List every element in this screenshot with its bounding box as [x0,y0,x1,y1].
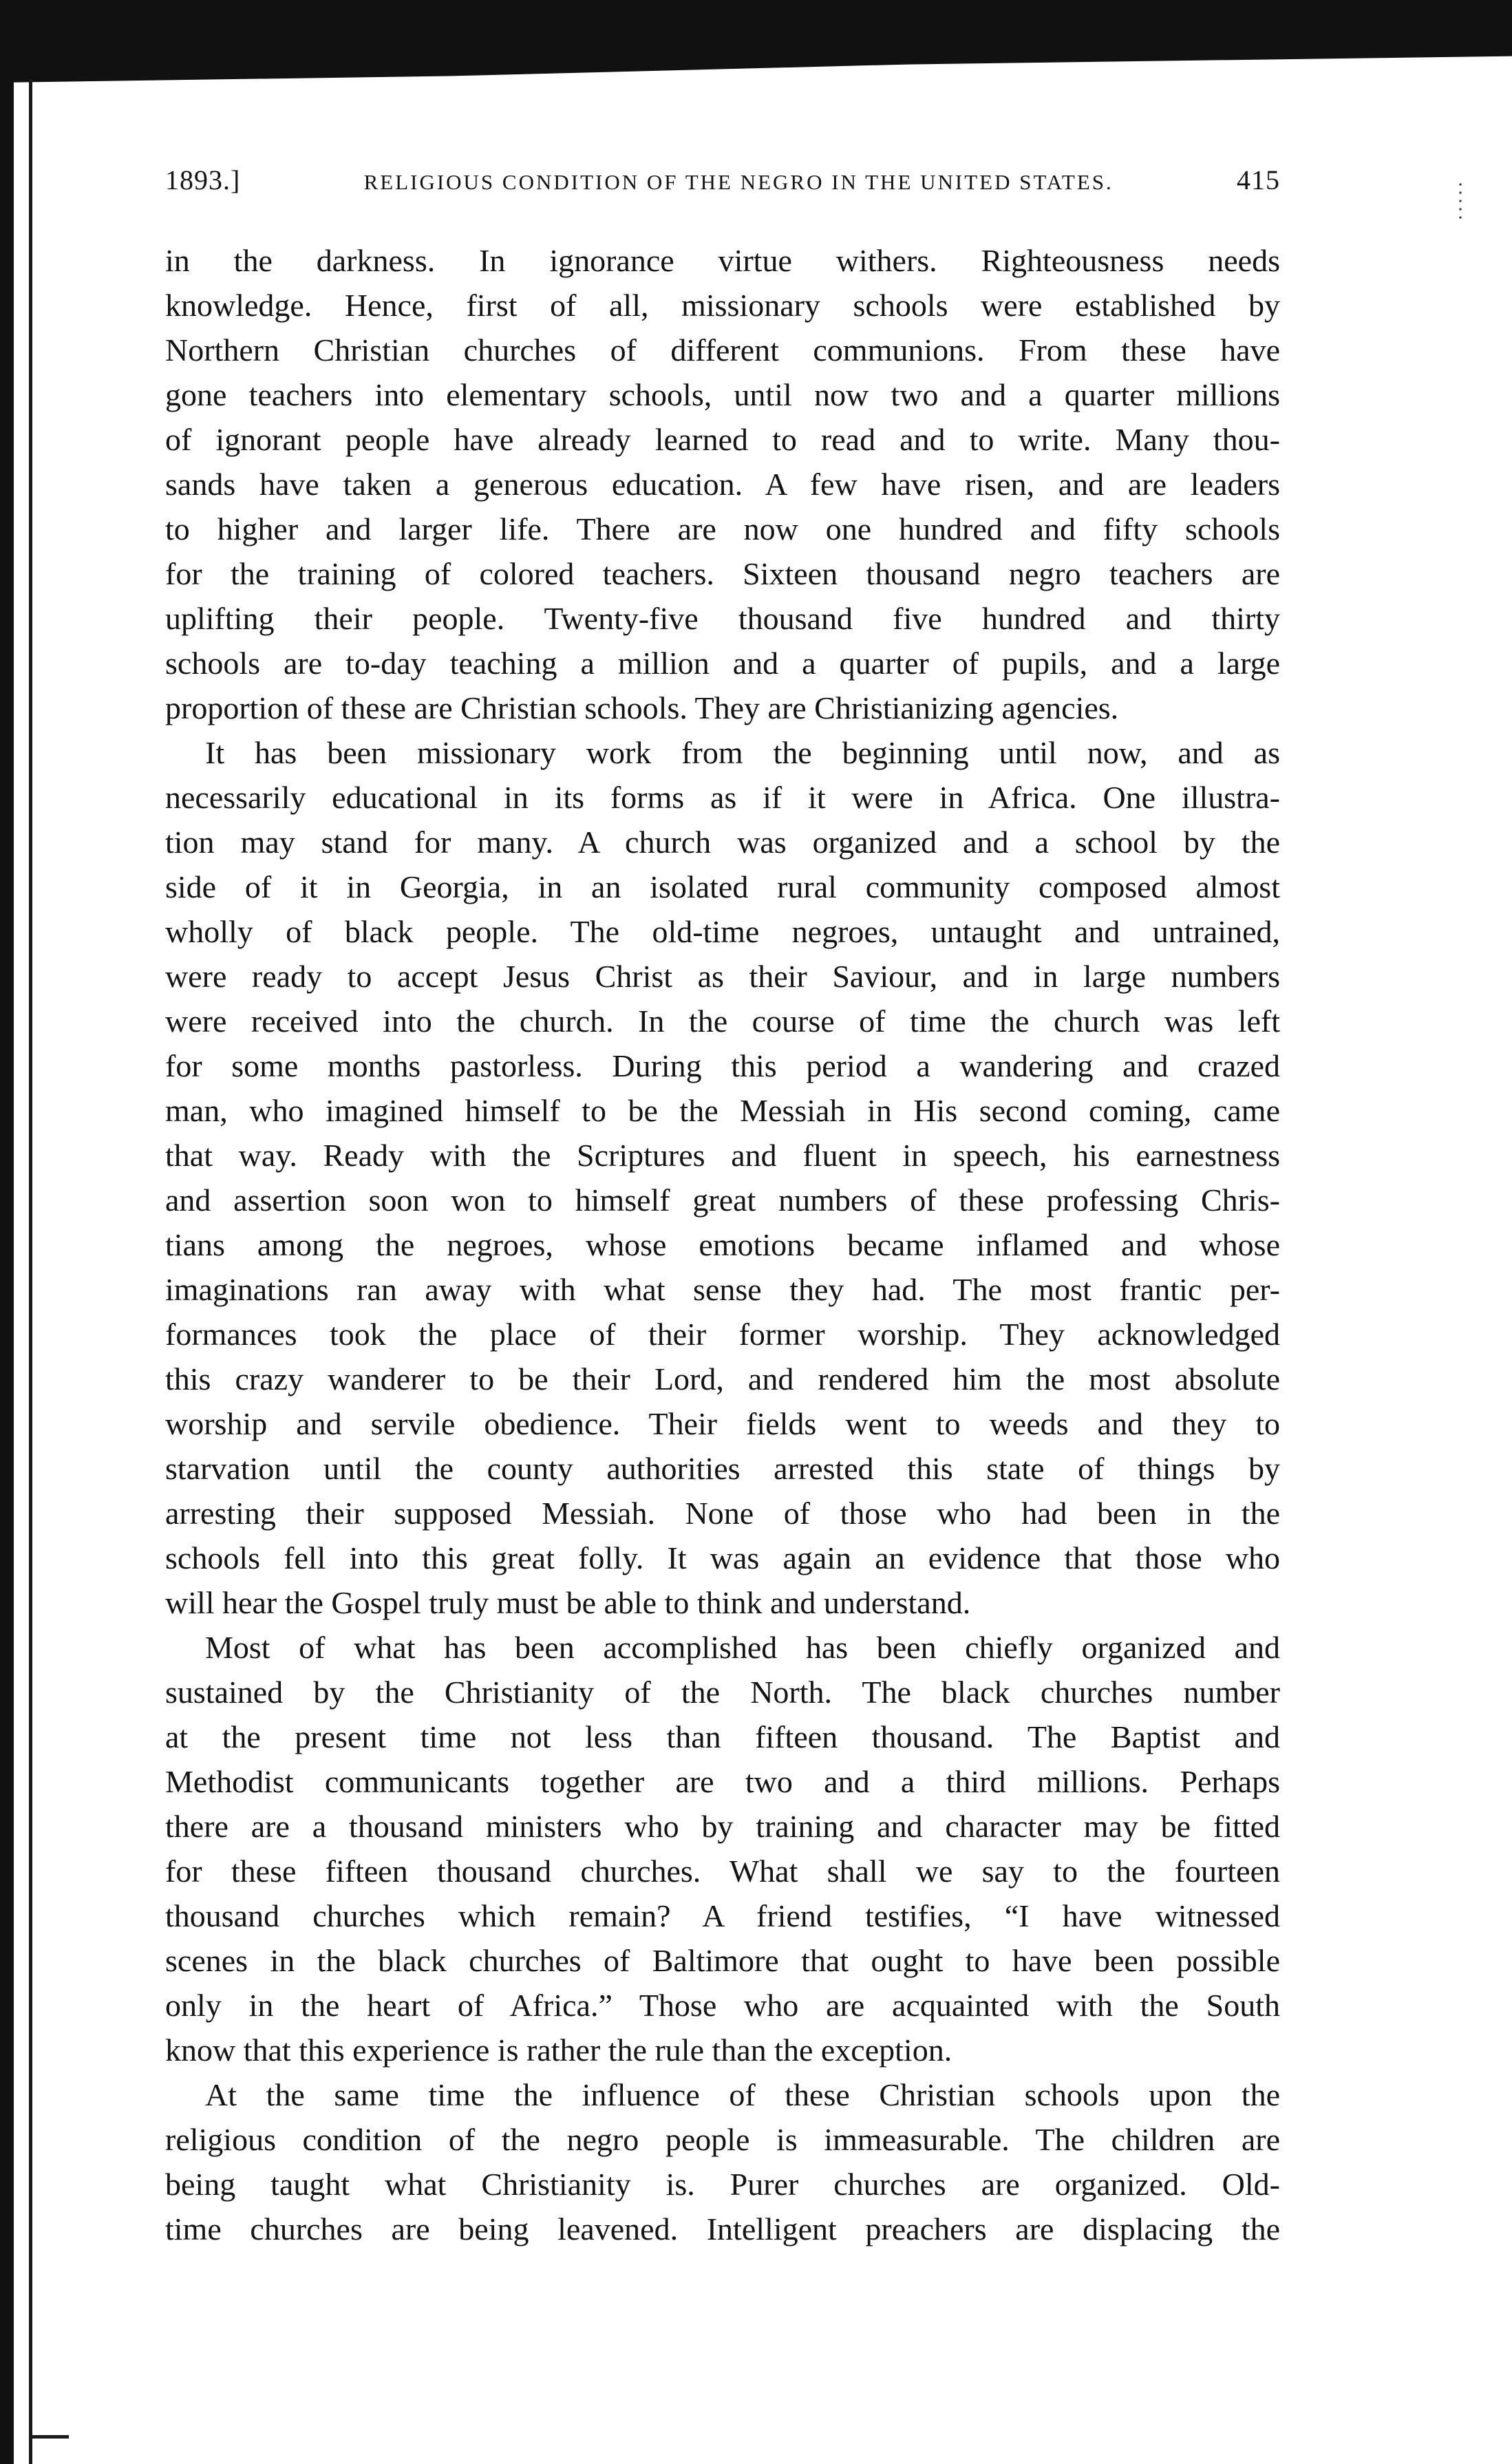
text-line: religious condition of the negro people is immeasurable. The children are [165,2122,1280,2157]
text-line: Northern Christian churches of different communions. From these have [165,332,1280,368]
body-text [165,238,1280,2251]
page-gutter-line [29,79,32,2464]
running-head [165,164,1280,196]
text-line: in the darkness. In ignorance virtue withers. Righteousness needs [165,243,1280,278]
text-line: to higher and larger life. There are now one hundred and fifty schools [165,511,1280,546]
text-line: being taught what Christianity is. Purer churches are organized. Old- [165,2167,1280,2202]
text-line: tion may stand for many. A church was organized and a school by the [165,825,1280,860]
text-line: starvation until the county authorities arrested this state of things by [165,1451,1280,1486]
text-line: time churches are being leavened. Intelligent preachers are displacing the [165,2211,1280,2247]
text-line: only in the heart of Africa.” Those who are acquainted with the South [165,1988,1280,2023]
text-line: that way. Ready with the Scriptures and fluent in speech, his earnestness [165,1138,1280,1173]
text-line: sands have taken a generous education. A few have risen, and are leaders [165,467,1280,502]
text-line: gone teachers into elementary schools, until now two and a quarter millions [165,377,1280,412]
page-number: 415 [1237,164,1280,195]
text-line: wholly of black people. The old-time negroes, untaught and untrained, [165,914,1280,949]
text-line: for these fifteen thousand churches. What shall we say to the fourteen [165,1854,1280,1889]
text-line: proportion of these are Christian schools. They are Christianizing agencies. [165,690,1119,725]
scan-top-border [0,0,1512,83]
text-line: Methodist communicants together are two and a third millions. Perhaps [165,1764,1280,1799]
running-head-year: 1893.] [165,164,241,195]
text-line: there are a thousand ministers who by training and character may be fitted [165,1809,1280,1844]
text-line: uplifting their people. Twenty-five thousand five hundred and thirty [165,601,1280,636]
text-line: arresting their supposed Messiah. None of those who had been in the [165,1496,1280,1531]
scan-edge-marks [1459,180,1462,222]
text-line: knowledge. Hence, first of all, missionary schools were established by [165,288,1280,323]
text-line: At the same time the influence of these Christian schools upon the [205,2077,1280,2112]
running-head-title: RELIGIOUS CONDITION OF THE NEGRO IN THE UNITED STATES. [363,170,1114,194]
text-line: imaginations ran away with what sense they had. The most frantic per- [165,1272,1280,1307]
text-line: worship and servile obedience. Their fields went to weeds and they to [165,1406,1280,1441]
text-line: man, who imagined himself to be the Messiah in His second coming, came [165,1093,1280,1128]
text-line: were ready to accept Jesus Christ as their Saviour, and in large numbers [165,959,1280,994]
scan-left-border [0,0,14,2464]
text-line: and assertion soon won to himself great numbers of these professing Chris- [165,1182,1280,1218]
text-line: sustained by the Christianity of the North. The black churches number [165,1675,1280,1710]
text-line: tians among the negroes, whose emotions became inflamed and whose [165,1227,1280,1262]
text-line: schools are to-day teaching a million and a quarter of pupils, and a large [165,646,1280,681]
text-line: at the present time not less than fifteen thousand. The Baptist and [165,1719,1280,1754]
text-line: side of it in Georgia, in an isolated rural community composed almost [165,869,1280,904]
text-line: necessarily educational in its forms as if it were in Africa. One illustra- [165,780,1280,815]
text-line: formances took the place of their former worship. They acknowledged [165,1317,1280,1352]
page-gutter-tick [29,2435,69,2439]
text-line: for some months pastorless. During this period a wandering and crazed [165,1048,1280,1083]
text-line: It has been missionary work from the beginning until now, and as [205,735,1280,770]
text-line: schools fell into this great folly. It was again an evidence that those who [165,1540,1280,1575]
text-line: thousand churches which remain? A friend testifies, “I have witnessed [165,1898,1280,1933]
text-line: of ignorant people have already learned to read and to write. Many thou- [165,422,1280,457]
text-line: Most of what has been accomplished has been chiefly organized and [205,1630,1280,1665]
text-line: scenes in the black churches of Baltimore that ought to have been possible [165,1943,1280,1978]
text-line: were received into the church. In the course of time the church was left [165,1003,1280,1039]
text-line: this crazy wanderer to be their Lord, and rendered him the most absolute [165,1361,1280,1396]
text-line: know that this experience is rather the rule than the exception. [165,2032,952,2068]
text-line: will hear the Gospel truly must be able to think and understand. [165,1585,971,1620]
text-line: for the training of colored teachers. Sixteen thousand negro teachers are [165,556,1280,591]
